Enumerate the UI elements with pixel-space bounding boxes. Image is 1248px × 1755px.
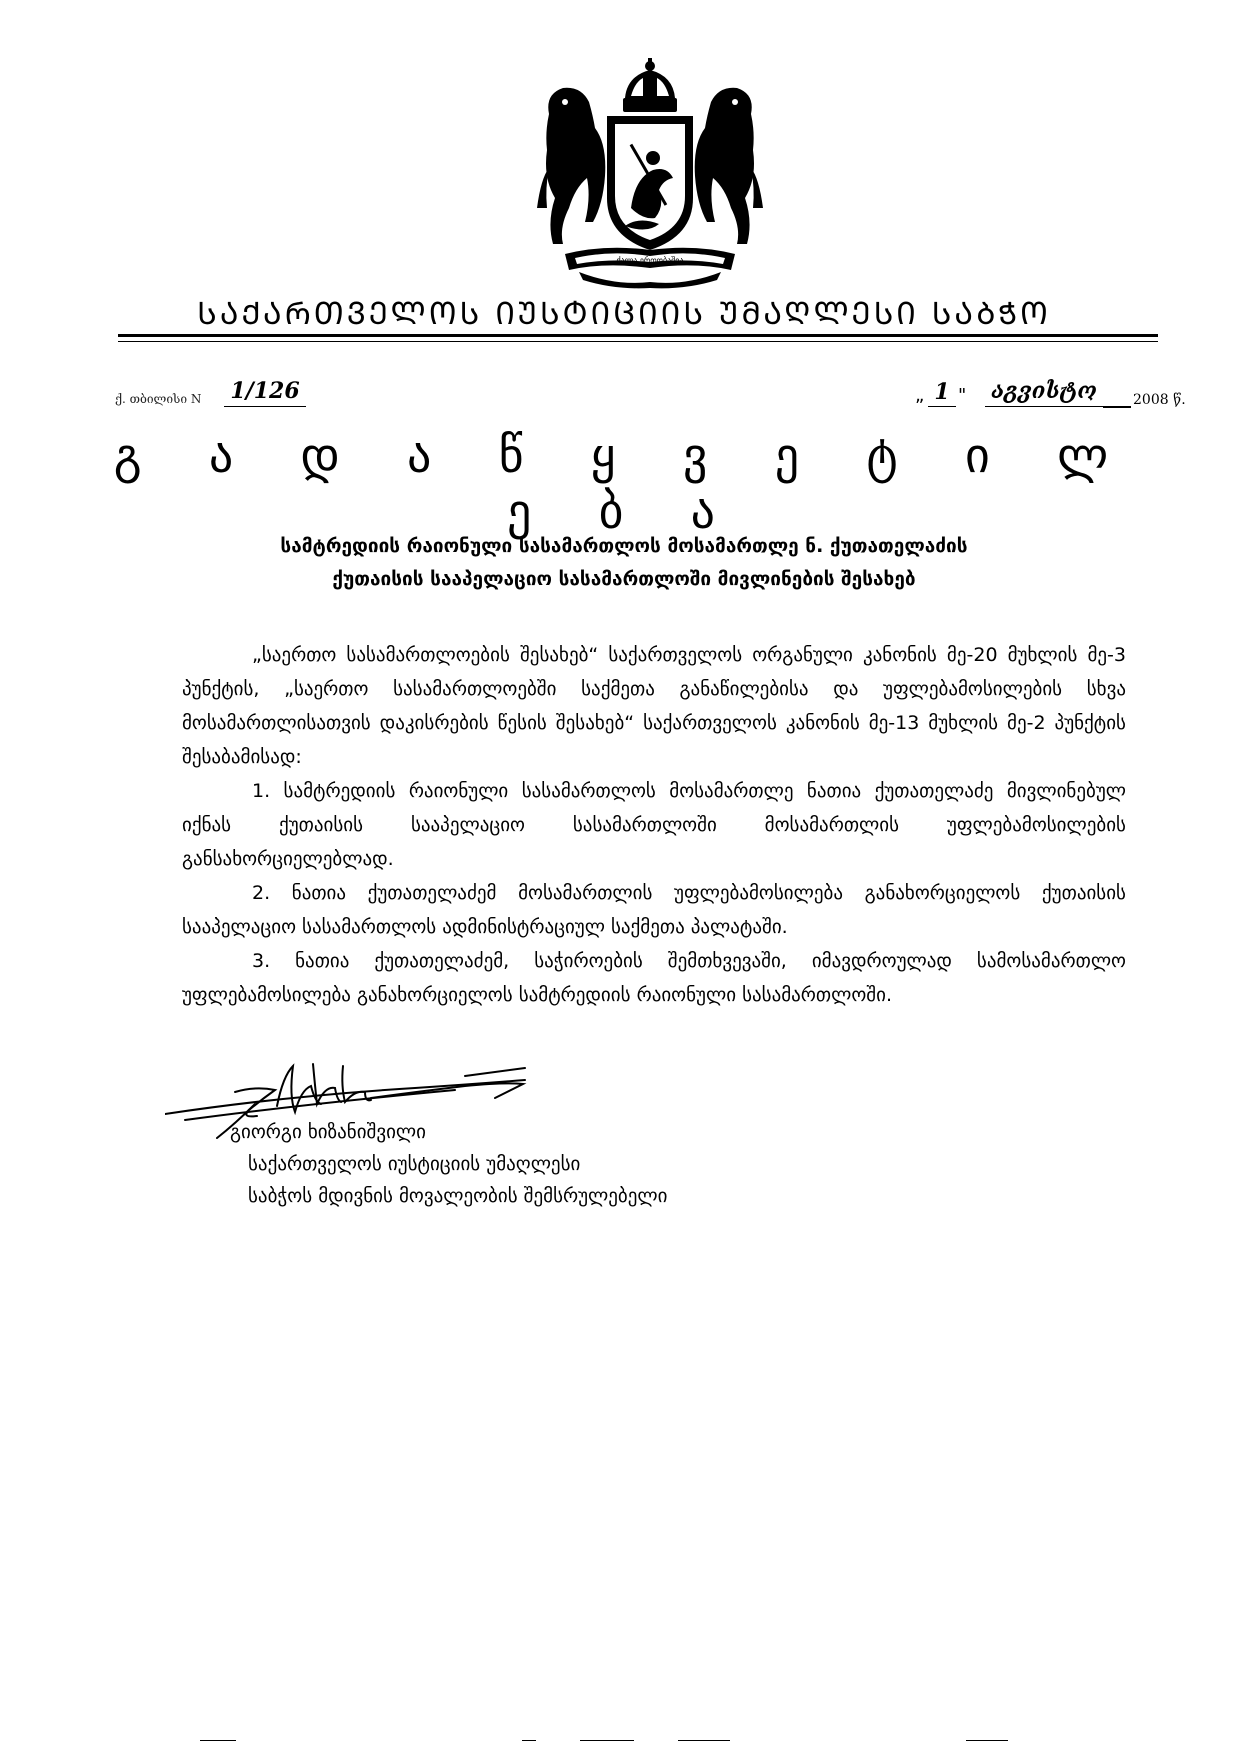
clause-3: 3. ნათია ქუთათელაძემ, საჭიროების შემთხვევაში, იმავდროულად სამოსამართლო უფლებამოსილება განახორციელოს სამტრედიის რაიონული სასამართლოში. [182, 950, 1126, 1006]
footer-mark [678, 1740, 730, 1741]
footer-mark [580, 1740, 634, 1741]
footer-mark [200, 1740, 236, 1741]
document-body [182, 638, 1126, 1012]
date-close-quote: " [958, 385, 967, 406]
clause-1: 1. სამტრედიის რაიონული სასამართლოს მოსამართლე ნათია ქუთათელაძე მივლინებულ იქნას ქუთაისის სააპელაციო სასამართლოში მოსამართლის უფლებამოსილების განსახორციელებლად. [182, 780, 1126, 870]
date-month: აგვისტო [985, 376, 1103, 407]
signatory-block [230, 1116, 668, 1212]
footer-mark [966, 1740, 1008, 1741]
preamble-paragraph: „საერთო სასამართლოების შესახებ“ საქართველოს ორგანული კანონის მე-20 მუხლის მე-3 პუნქტის, „საერთო სასამართლოებში საქმეთა განაწილებისა და უფლებამოსილების სხვა მოსამართლისათვის დაკისრების წესის შესახებ“ საქართველოს კანონის მე-13 მუხლის მე-2 პუნქტის შესაბამისად: [182, 644, 1126, 768]
header-rule-thin [118, 341, 1158, 342]
date-year: 2008 წ. [1133, 392, 1186, 408]
signatory-title-line-1: საქართველოს იუსტიციის უმაღლესი [248, 1153, 581, 1175]
document-type-heading: გ ა დ ა წ ყ ვ ე ტ ი ლ ე ბ ა [113, 428, 1135, 540]
date-open-quote: „ [915, 385, 925, 406]
header-rule-thick [118, 334, 1158, 337]
emblem-motto: ძალა ერთობაშია [616, 256, 684, 265]
signatory-name: გიორგი ხიზანიშვილი [230, 1121, 426, 1143]
subject-line-1: სამტრედიის რაიონული სასამართლოს მოსამართლე ნ. ქუთათელაძის [280, 535, 968, 557]
institution-title: ᲡᲐᲥᲐᲠᲗᲕᲔᲚᲝᲡ ᲘᲣᲡᲢᲘᲪᲘᲘᲡ ᲣᲛᲐᲦᲚᲔᲡᲘ ᲡᲐᲑᲭᲝ [197, 296, 1051, 332]
coat-of-arms-emblem [535, 58, 765, 290]
registration-number: 1/126 [224, 376, 306, 407]
document-subject [200, 530, 1048, 596]
footer-mark [522, 1740, 536, 1741]
signatory-title-line-2: საბჭოს მდივნის მოვალეობის შემსრულებელი [248, 1185, 668, 1207]
date-day: 1 [928, 378, 956, 407]
subject-line-2: ქუთაისის სააპელაციო სასამართლოში მივლინების შესახებ [332, 568, 916, 590]
clause-2: 2. ნათია ქუთათელაძემ მოსამართლის უფლებამოსილება განახორციელოს ქუთაისის სააპელაციო სასამართლოს ადმინისტრაციულ საქმეთა პალატაში. [182, 882, 1126, 938]
registration-label: ქ. თბილისი N [115, 392, 202, 406]
date-blank-line [1103, 406, 1131, 408]
